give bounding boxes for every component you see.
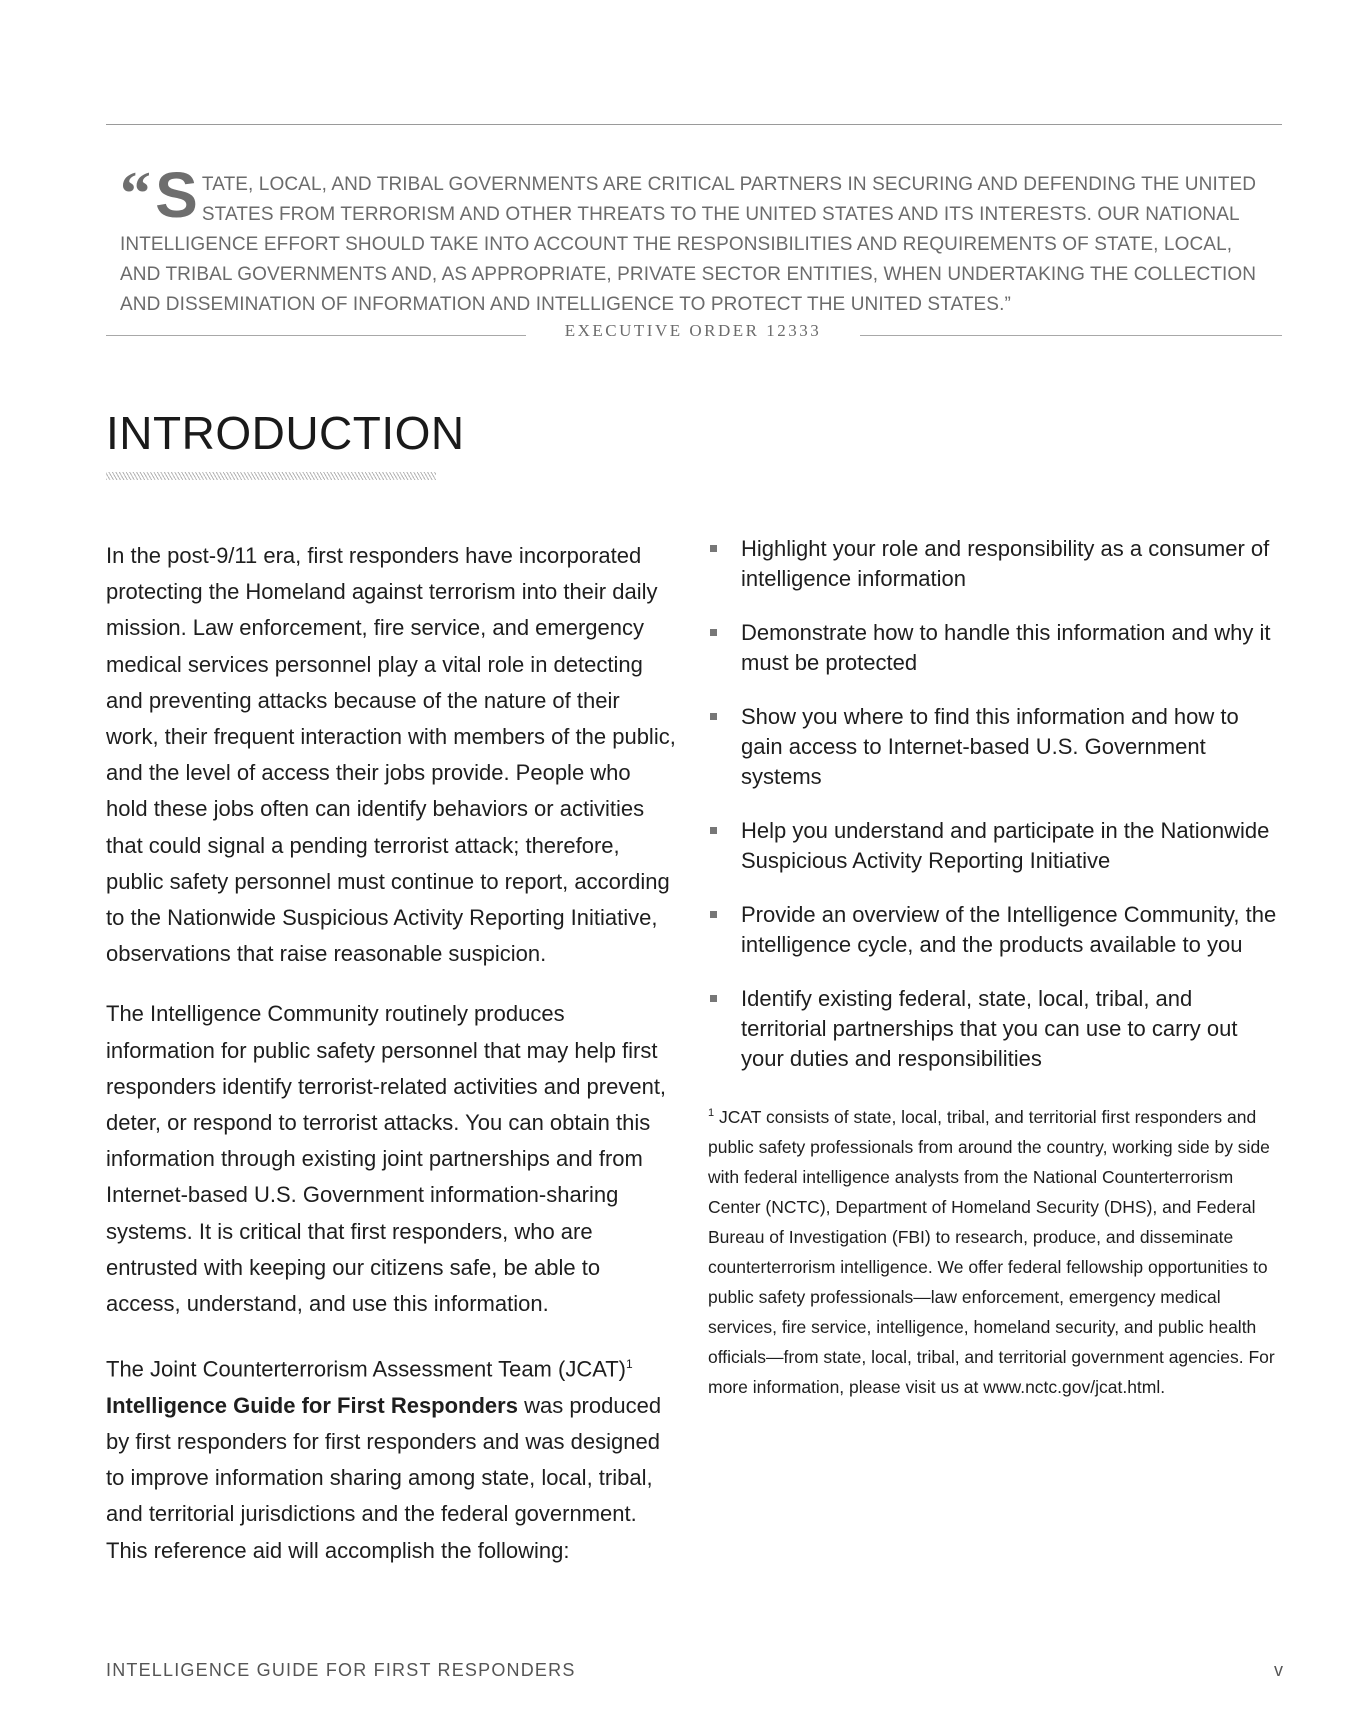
- bullet-square-icon: [710, 713, 717, 720]
- list-item: Highlight your role and responsibility as a consumer of intelligence information: [708, 534, 1283, 594]
- guide-title: Intelligence Guide for First Responders: [106, 1392, 518, 1418]
- bullet-square-icon: [710, 827, 717, 834]
- objectives-list: [708, 534, 1283, 1074]
- heading-hatch-rule: [106, 472, 436, 480]
- left-column: [106, 538, 676, 1593]
- quote-attribution: EXECUTIVE ORDER 12333: [564, 321, 822, 340]
- bullet-square-icon: [710, 545, 717, 552]
- right-column: [708, 534, 1283, 1402]
- page-number: v: [1274, 1660, 1283, 1680]
- list-item: Help you understand and participate in the Nationwide Suspicious Activity Reporting Initiative: [708, 816, 1283, 876]
- bullet-square-icon: [710, 995, 717, 1002]
- footnote: [708, 1098, 1283, 1402]
- section-heading: INTRODUCTION: [106, 407, 465, 459]
- body-paragraph-1: In the post-9/11 era, first responders have incorporated protecting the Homeland against terrorism into their daily mission. Law enforcement, fire service, and emergency medical services personnel play a vital role in detecting and preventing attacks because of the nature of their work, their frequent interaction with members of the public, and the level of access their jobs provide. People who hold these jobs often can identify behaviors or activities that could signal a pending terrorist attack; therefore, public safety personnel must continue to report, according to the Nationwide Suspicious Activity Reporting Initiative, observations that raise reasonable suspicion.: [106, 543, 676, 967]
- footnote-ref: 1: [626, 1357, 633, 1372]
- list-item: Show you where to find this information and how to gain access to Internet-based U.S. Government systems: [708, 702, 1283, 792]
- p3-end: was produced by first responders for first responders and was designed to improve information sharing among state, local, tribal, and territorial jurisdictions and the federal government. This reference aid will accomplish the following:: [106, 1392, 662, 1563]
- running-footer-title: INTELLIGENCE GUIDE FOR FIRST RESPONDERS: [106, 1660, 576, 1680]
- drop-cap: S: [155, 159, 198, 231]
- list-item: Demonstrate how to handle this information and why it must be protected: [708, 618, 1283, 678]
- p3-start: The Joint Counterterrorism Assessment Team (JCAT): [106, 1356, 627, 1382]
- attribution-rule-left: [106, 335, 526, 336]
- bullet-square-icon: [710, 629, 717, 636]
- open-quote-marks: “: [120, 160, 152, 228]
- body-paragraph-3: [106, 1346, 676, 1569]
- body-paragraph-2: The Intelligence Community routinely produces information for public safety personnel that may help first responders identify terrorist-related activities and prevent, deter, or respond to terrorist attacks. You can obtain this information through existing joint partnerships and from Internet-based U.S. Government information-sharing systems. It is critical that first responders, who are entrusted with keeping our citizens safe, be able to access, understand, and use this information.: [106, 1001, 667, 1317]
- list-item: Identify existing federal, state, local, tribal, and territorial partnerships that you can use to carry out your duties and responsibilities: [708, 984, 1283, 1074]
- top-divider: [106, 124, 1282, 125]
- epigraph-quote: [120, 159, 1270, 320]
- attribution-rule-right: [860, 335, 1282, 336]
- footnote-marker: 1: [708, 1107, 715, 1119]
- footnote-text: JCAT consists of state, local, tribal, and territorial first responders and public safety professionals from around the country, working side by side with federal intelligence analysts from the National Counterterrorism Center (NCTC), Department of Homeland Security (DHS), and Federal Bureau of Investigation (FBI) to research, produce, and disseminate counterterrorism intelligence. We offer federal fellowship opportunities to public safety professionals—law enforcement, emergency medical services, fire service, intelligence, homeland security, and public health officials—from state, local, tribal, and territorial government agencies. For more information, please visit us at www.nctc.gov/jcat.html.: [708, 1106, 1275, 1397]
- list-item: Provide an overview of the Intelligence Community, the intelligence cycle, and the products available to you: [708, 900, 1283, 960]
- bullet-square-icon: [710, 911, 717, 918]
- quote-text: TATE, LOCAL, AND TRIBAL GOVERNMENTS ARE CRITICAL PARTNERS IN SECURING AND DEFENDING THE UNITED STATES FROM TERRORISM AND OTHER THREATS TO THE UNITED STATES AND ITS INTERESTS. OUR NATIONAL INTELLIGENCE EFFORT SHOULD TAKE INTO ACCOUNT THE RESPONSIBILITIES AND REQUIREMENTS OF STATE, LOCAL, AND TRIBAL GOVERNMENTS AND, AS APPROPRIATE, PRIVATE SECTOR ENTITIES, WHEN UNDERTAKING THE COLLECTION AND DISSEMINATION OF INFORMATION AND INTELLIGENCE TO PROTECT THE UNITED STATES.”: [120, 174, 1257, 315]
